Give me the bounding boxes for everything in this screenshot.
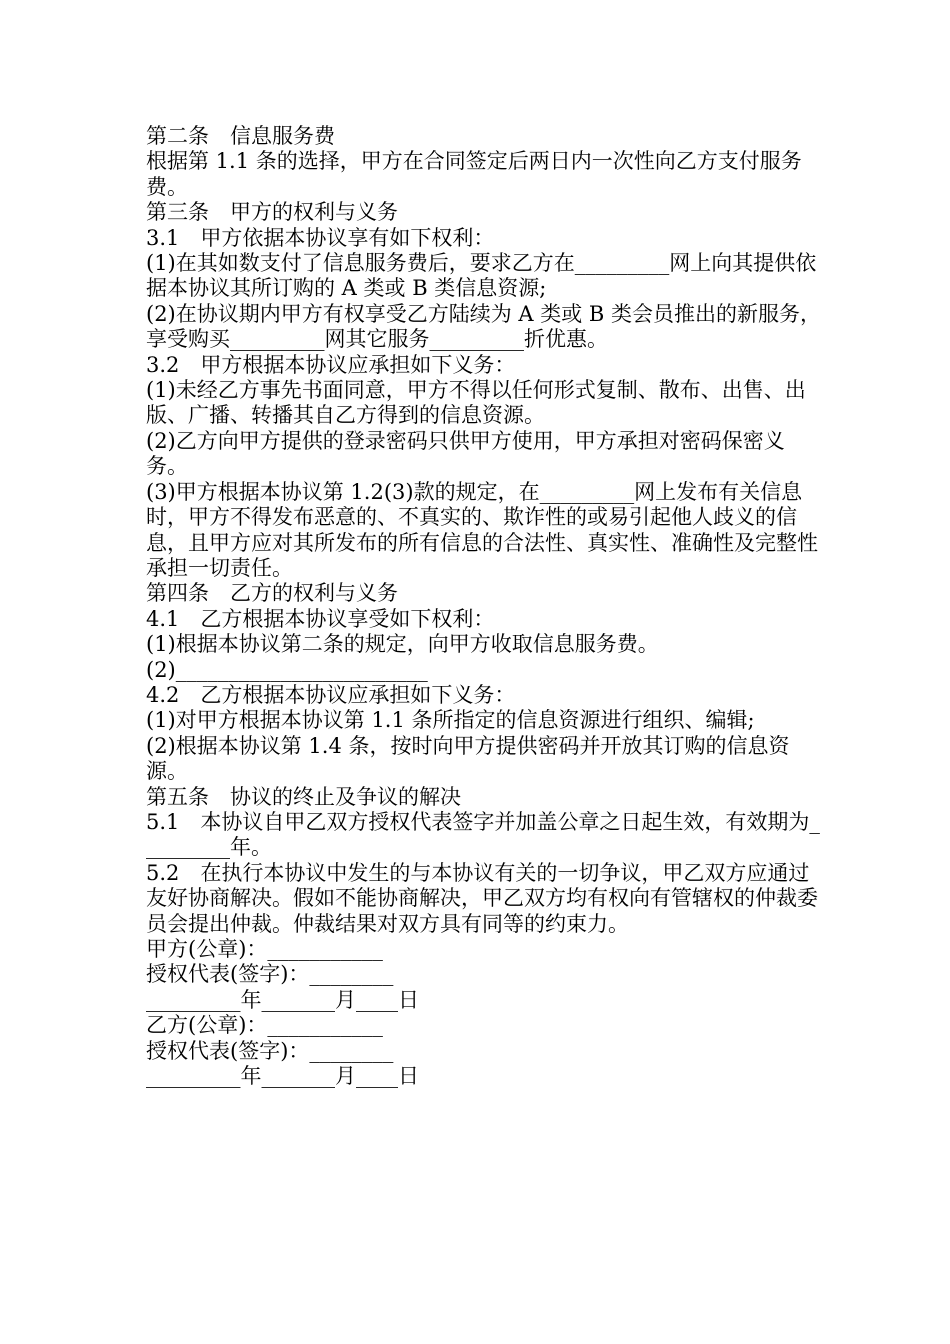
party-b-representative: 授权代表(签字)：________ <box>146 1038 394 1063</box>
clause-3-2-item-2: (2)乙方向甲方提供的登录密码只供甲方使用，甲方承担对密码保密义务。 <box>146 428 785 479</box>
clause-4-1-item-1: (1)根据本协议第二条的规定，向甲方收取信息服务费。 <box>146 632 659 657</box>
clause-3-2: 3.2 甲方根据本协议应承担如下义务： <box>146 352 516 377</box>
clause-3-2-item-3: (3)甲方根据本协议第 1.2(3)款的规定，在_________网上发布有关信息时，甲方不得发布恶意的、不真实的、欺诈性的或易引起他人歧义的信息，且甲方应对其所发布的所有信息的合法性、真实性、准确性及完整性承担一切责任。 <box>146 479 818 580</box>
clause-3-1-item-1: (1)在其如数支付了信息服务费后，要求乙方在_________网上向其提供依据本协议其所订购的 A 类或 B 类信息资源; <box>146 251 817 301</box>
clause-5-2: 5.2 在执行本协议中发生的与本协议有关的一切争议，甲乙双方应通过友好协商解决。假如不能协商解决，甲乙双方均有权向有管辖权的仲裁委员会提出仲裁。仲裁结果对双方具有同等的约束力。 <box>146 860 818 936</box>
article-2-heading: 第二条 信息服务费 <box>146 124 335 148</box>
clause-5-1: 5.1 本协议自甲乙双方授权代表签字并加盖公章之日起生效，有效期为_________年。 <box>146 809 820 860</box>
clause-4-2-item-2: (2)根据本协议第 1.4 条，按时向甲方提供密码并开放其订购的信息资源。 <box>146 733 790 784</box>
clause-4-2: 4.2 乙方根据本协议应承担如下义务： <box>146 682 516 707</box>
clause-4-1: 4.1 乙方根据本协议享受如下权利： <box>146 606 495 631</box>
party-a-seal: 甲方(公章)：___________ <box>146 937 383 961</box>
article-3-heading: 第三条 甲方的权利与义务 <box>146 200 398 225</box>
article-2-text: 根据第 1.1 条的选择，甲方在合同签定后两日内一次性向乙方支付服务费。 <box>146 149 802 199</box>
party-a-date: _________年_______月____日 <box>146 987 419 1012</box>
clause-4-2-item-1: (1)对甲方根据本协议第 1.1 条所指定的信息资源进行组织、编辑; <box>146 708 755 733</box>
article-4-heading: 第四条 乙方的权利与义务 <box>146 581 398 606</box>
document-body <box>146 124 826 1089</box>
clause-3-1: 3.1 甲方依据本协议享有如下权利： <box>146 225 495 250</box>
party-b-seal: 乙方(公章)：___________ <box>146 1013 383 1038</box>
party-a-representative: 授权代表(签字)：________ <box>146 962 394 987</box>
clause-3-1-item-2: (2)在协议期内甲方有权享受乙方陆续为 A 类或 B 类会员推出的新服务，享受购买_________网其它服务_________折优惠。 <box>146 301 822 352</box>
clause-4-1-item-2: (2)________________________ <box>146 657 428 682</box>
party-b-date: _________年_______月____日 <box>146 1064 419 1089</box>
article-5-heading: 第五条 协议的终止及争议的解决 <box>146 784 461 809</box>
clause-3-2-item-1: (1)未经乙方事先书面同意，甲方不得以任何形式复制、散布、出售、出版、广播、转播其自乙方得到的信息资源。 <box>146 378 806 428</box>
